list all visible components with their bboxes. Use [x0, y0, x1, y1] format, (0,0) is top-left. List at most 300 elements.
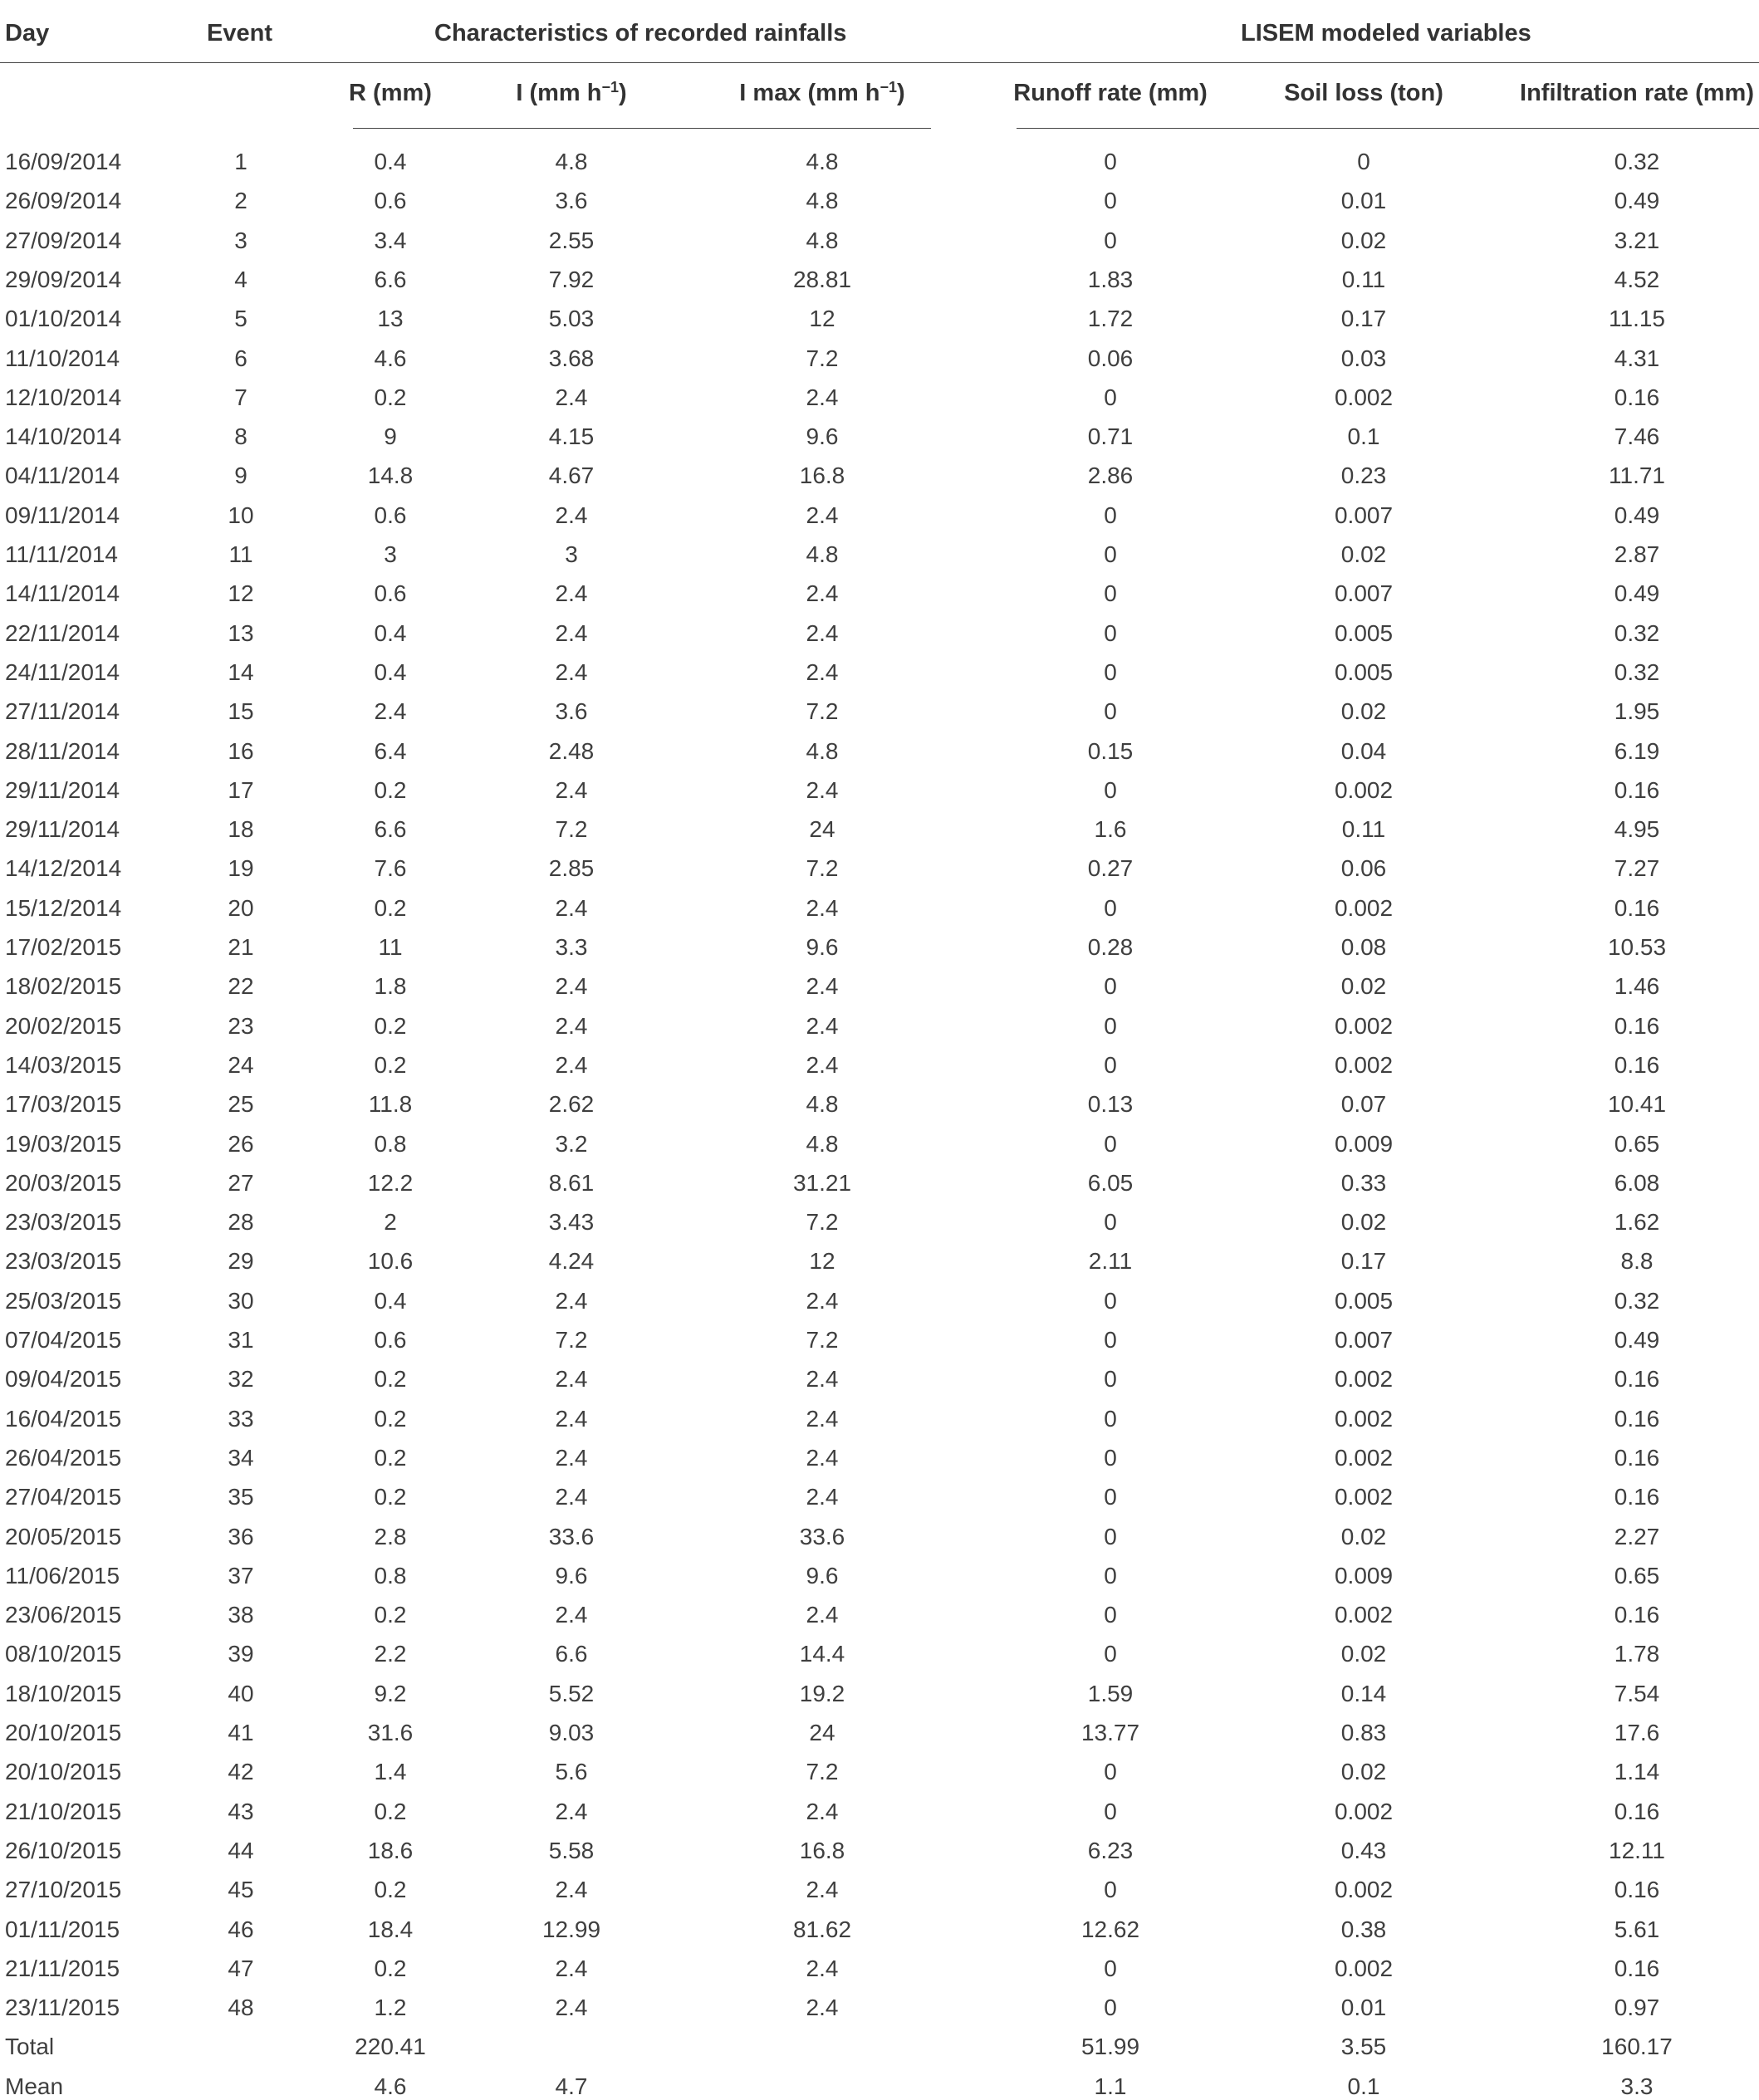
cell-i-text: 5.03 [548, 306, 595, 331]
cell-i-text: 2.4 [555, 1288, 588, 1314]
cell-runoff-text: 0.15 [1087, 738, 1134, 764]
cell-runoff-text: 0 [1104, 1799, 1117, 1824]
header-soil-text: Soil loss (ton) [1284, 80, 1443, 106]
cell-event-text: 35 [228, 1484, 254, 1510]
cell-soil-text: 0.14 [1340, 1681, 1387, 1706]
cell-runoff-text: 1.72 [1087, 306, 1134, 331]
cell-i-text: 2.4 [555, 1445, 588, 1471]
cell-runoff-text: 0 [1104, 1327, 1117, 1353]
cell-day: 11/06/2015 [5, 1563, 120, 1588]
cell-soil-text: 0.007 [1334, 580, 1394, 606]
cell-infil-text: 0.16 [1614, 384, 1660, 410]
cell-infil-text: 1.95 [1614, 698, 1660, 724]
cell-soil-text: 0.005 [1334, 659, 1394, 685]
cell-r-text: 6.6 [374, 267, 407, 292]
cell-i-text: 3.6 [555, 188, 588, 213]
cell-runoff-text: 0.06 [1087, 345, 1134, 371]
cell-soil-text: 0.43 [1340, 1838, 1387, 1863]
cell-i-text: 2.4 [555, 1052, 588, 1078]
cell-infil-text: 0.49 [1614, 580, 1660, 606]
cell-r-text: 31.6 [367, 1720, 414, 1745]
cell-runoff-text: 0 [1104, 228, 1117, 253]
cell-soil-text: 0.11 [1341, 267, 1386, 292]
cell-i-text: 2.55 [548, 228, 595, 253]
cell-imax-text: 24 [809, 1720, 835, 1745]
cell-event-text: 5 [234, 306, 247, 331]
cell-i-text: 5.6 [555, 1759, 588, 1784]
header-group-lisem: LISEM modeled variables [1241, 20, 1531, 47]
cell-soil-text: 0.002 [1334, 1799, 1394, 1824]
cell-i-text: 4.67 [548, 463, 595, 488]
cell-infil-text: 1.62 [1614, 1209, 1660, 1235]
cell-imax-text: 2.4 [806, 973, 839, 999]
cell-soil-text: 0.83 [1340, 1720, 1387, 1745]
cell-imax-text: 24 [809, 816, 835, 842]
cell-soil-text: 0.02 [1340, 1524, 1387, 1549]
cell-i-text: 3.68 [548, 345, 595, 371]
cell-imax-text: 7.2 [806, 1209, 839, 1235]
cell-event-text: 20 [228, 895, 254, 921]
cell-day: 17/02/2015 [5, 934, 122, 960]
cell-imax-text: 12 [809, 306, 835, 331]
cell-runoff-text: 0 [1104, 541, 1117, 567]
cell-r-text: 0.2 [374, 1877, 407, 1902]
cell-i-text: 2.4 [555, 777, 588, 803]
cell-r-text: 0.2 [374, 1956, 407, 1981]
cell-infil-text: 11.15 [1609, 306, 1665, 331]
cell-i-text: 5.58 [548, 1838, 595, 1863]
cell-imax-text: 14.4 [799, 1641, 845, 1667]
cell-runoff-text: 0 [1104, 1956, 1117, 1981]
cell-soil-text: 0.005 [1334, 620, 1394, 646]
cell-r-text: 0.2 [374, 1366, 407, 1392]
cell-infil-text: 10.53 [1607, 934, 1667, 960]
cell-day: 20/10/2015 [5, 1720, 122, 1745]
cell-imax-text: 4.8 [806, 541, 839, 567]
cell-day: 20/05/2015 [5, 1524, 122, 1549]
cell-runoff-text: 0.13 [1087, 1091, 1134, 1117]
cell-runoff-text: 0 [1104, 384, 1117, 410]
cell-soil-text: 0.08 [1340, 934, 1387, 960]
cell-day: 29/09/2014 [5, 267, 122, 292]
cell-imax-text: 2.4 [806, 1484, 839, 1510]
cell-soil-text: 3.55 [1340, 2034, 1387, 2059]
cell-runoff-text: 0 [1104, 502, 1117, 528]
cell-infil-text: 0.49 [1614, 502, 1660, 528]
cell-i-text: 4.8 [555, 149, 588, 174]
cell-r-text: 2 [384, 1209, 397, 1235]
cell-event-text: 19 [228, 855, 254, 881]
cell-runoff-text: 0 [1104, 1484, 1117, 1510]
cell-infil-text: 0.16 [1614, 1799, 1660, 1824]
cell-day: 23/03/2015 [5, 1248, 122, 1274]
cell-day: 23/11/2015 [5, 1995, 120, 2020]
cell-runoff-text: 2.86 [1087, 463, 1134, 488]
cell-soil-text: 0.02 [1340, 1759, 1387, 1784]
cell-day: 28/11/2014 [5, 738, 120, 764]
cell-imax-text: 16.8 [799, 1838, 845, 1863]
cell-infil-text: 4.52 [1614, 267, 1660, 292]
cell-i-text: 2.4 [555, 1602, 588, 1628]
cell-i-text: 2.4 [555, 502, 588, 528]
cell-day: 19/03/2015 [5, 1131, 122, 1157]
cell-day: 12/10/2014 [5, 384, 122, 410]
cell-day: Total [5, 2034, 55, 2059]
cell-event-text: 30 [228, 1288, 254, 1314]
cell-i-text: 2.4 [555, 1995, 588, 2020]
cell-r-text: 0.6 [374, 580, 407, 606]
cell-infil-text: 8.8 [1620, 1248, 1654, 1274]
cell-i-text: 2.4 [555, 384, 588, 410]
cell-event-text: 11 [228, 541, 253, 567]
cell-i-text: 2.4 [555, 1406, 588, 1432]
cell-i-text: 2.4 [555, 1956, 588, 1981]
cell-r-text: 0.4 [374, 620, 407, 646]
cell-infil-text: 4.31 [1614, 345, 1660, 371]
cell-infil-text: 4.95 [1614, 816, 1660, 842]
cell-event-text: 31 [228, 1327, 254, 1353]
cell-imax-text: 2.4 [806, 580, 839, 606]
header-i-base: I (mm h [516, 80, 602, 106]
cell-infil-text: 0.16 [1614, 895, 1660, 921]
cell-soil-text: 0.002 [1334, 384, 1394, 410]
cell-soil-text: 0.11 [1341, 816, 1386, 842]
cell-i-text: 2.4 [555, 1799, 588, 1824]
cell-soil-text: 0.02 [1340, 973, 1387, 999]
cell-runoff-text: 0 [1104, 620, 1117, 646]
header-i-text [516, 81, 626, 105]
cell-event-text: 22 [228, 973, 254, 999]
cell-event-text: 15 [228, 698, 254, 724]
cell-r-text: 11.8 [368, 1091, 413, 1117]
header-imax-base: I max (mm h [739, 80, 880, 106]
cell-runoff-text: 0 [1104, 1602, 1117, 1628]
cell-i-text: 2.4 [555, 1877, 588, 1902]
cell-i-text: 2.4 [555, 1013, 588, 1039]
cell-infil-text: 10.41 [1607, 1091, 1667, 1117]
cell-r-text: 0.2 [374, 1484, 407, 1510]
cell-r-text: 7.6 [374, 855, 407, 881]
cell-i-text: 2.4 [555, 973, 588, 999]
cell-day: 14/12/2014 [5, 855, 122, 881]
cell-r-text: 1.8 [374, 973, 407, 999]
cell-i-text: 4.15 [548, 423, 595, 449]
cell-infil-text: 0.97 [1614, 1995, 1660, 2020]
header-group-rainfall: Characteristics of recorded rainfalls [434, 20, 847, 47]
cell-i-text: 7.2 [555, 1327, 588, 1353]
cell-infil-text: 2.27 [1614, 1524, 1660, 1549]
cell-infil-text: 5.61 [1614, 1916, 1660, 1942]
cell-runoff-text: 1.6 [1094, 816, 1127, 842]
cell-runoff-text: 2.11 [1088, 1248, 1133, 1274]
cell-runoff-text: 0 [1104, 1209, 1117, 1235]
cell-runoff-text: 12.62 [1080, 1916, 1140, 1942]
cell-soil-text: 0.03 [1340, 345, 1387, 371]
cell-event-text: 38 [228, 1602, 254, 1628]
cell-runoff-text: 0 [1104, 1759, 1117, 1784]
cell-infil-text: 0.16 [1614, 1406, 1660, 1432]
cell-event-text: 12 [228, 580, 254, 606]
cell-runoff-text: 1.59 [1087, 1681, 1134, 1706]
cell-infil-text: 1.46 [1614, 973, 1660, 999]
cell-i-text: 9.6 [555, 1563, 588, 1588]
cell-imax-text: 4.8 [806, 1131, 839, 1157]
cell-runoff-text: 0 [1104, 580, 1117, 606]
cell-runoff-text: 0 [1104, 659, 1117, 685]
cell-infil-text: 17.6 [1614, 1720, 1660, 1745]
cell-r-text: 6.6 [374, 816, 407, 842]
cell-r-text: 0.6 [374, 1327, 407, 1353]
cell-r-text: 0.2 [374, 1799, 407, 1824]
cell-infil-text: 0.32 [1614, 149, 1660, 174]
cell-soil-text: 0.002 [1334, 1956, 1394, 1981]
cell-i-text: 2.4 [555, 659, 588, 685]
cell-event-text: 24 [228, 1052, 254, 1078]
cell-day: 16/04/2015 [5, 1406, 122, 1432]
cell-day: 27/11/2014 [5, 698, 120, 724]
cell-day: 16/09/2014 [5, 149, 122, 174]
cell-event-text: 3 [234, 228, 247, 253]
cell-r-text: 0.4 [374, 659, 407, 685]
cell-imax-text: 2.4 [806, 1956, 839, 1981]
cell-day: 24/11/2014 [5, 659, 120, 685]
cell-infil-text: 0.65 [1614, 1563, 1660, 1588]
cell-day: 14/11/2014 [5, 580, 120, 606]
cell-soil-text: 0.002 [1334, 1877, 1394, 1902]
cell-event-text: 7 [234, 384, 247, 410]
cell-event-text: 33 [228, 1406, 254, 1432]
cell-event-text: 23 [228, 1013, 254, 1039]
cell-soil-text: 0.02 [1340, 1641, 1387, 1667]
cell-r-text: 2.4 [374, 698, 407, 724]
cell-soil-text: 0.002 [1334, 1445, 1394, 1471]
cell-i-text: 2.4 [555, 895, 588, 921]
header-day: Day [5, 20, 50, 47]
cell-imax-text: 2.4 [806, 1013, 839, 1039]
cell-day: 29/11/2014 [5, 777, 120, 803]
cell-i-text: 7.2 [555, 816, 588, 842]
cell-r-text: 0.2 [374, 1406, 407, 1432]
cell-day: 27/10/2015 [5, 1877, 122, 1902]
cell-day: 07/04/2015 [5, 1327, 122, 1353]
cell-day: 29/11/2014 [5, 816, 120, 842]
cell-soil-text: 0.01 [1340, 188, 1387, 213]
cell-r-text: 10.6 [367, 1248, 414, 1274]
cell-day: Mean [5, 2073, 64, 2099]
cell-day: 04/11/2014 [5, 463, 120, 488]
cell-infil-text: 0.32 [1614, 659, 1660, 685]
cell-r-text: 0.2 [374, 1445, 407, 1471]
header-i-sup: −1 [601, 79, 619, 95]
cell-infil-text: 0.16 [1614, 1445, 1660, 1471]
header-event: Event [207, 20, 272, 47]
cell-r-text: 0.6 [374, 502, 407, 528]
cell-runoff-text: 51.99 [1080, 2034, 1140, 2059]
cell-infil-text: 3.21 [1614, 228, 1660, 253]
cell-runoff-text: 1.83 [1087, 267, 1134, 292]
cell-event-text: 28 [228, 1209, 254, 1235]
cell-infil-text: 2.87 [1614, 541, 1660, 567]
cell-r-text: 220.41 [355, 2034, 426, 2059]
cell-imax-text: 2.4 [806, 1288, 839, 1314]
cell-day: 09/04/2015 [5, 1366, 122, 1392]
cell-event-text: 45 [228, 1877, 254, 1902]
cell-imax-text: 9.6 [806, 934, 839, 960]
cell-soil-text: 0.002 [1334, 895, 1394, 921]
cell-imax-text: 31.21 [792, 1170, 852, 1196]
cell-i-text: 3.6 [555, 698, 588, 724]
cell-imax-text: 9.6 [806, 1563, 839, 1588]
cell-imax-text: 7.2 [806, 698, 839, 724]
header-imax-close: ) [897, 80, 905, 106]
cell-i-text: 33.6 [548, 1524, 595, 1549]
cell-i-text: 3 [565, 541, 578, 567]
cell-i-text: 2.4 [555, 620, 588, 646]
cell-day: 26/04/2015 [5, 1445, 122, 1471]
cell-i-text: 12.99 [541, 1916, 601, 1942]
cell-imax-text: 28.81 [792, 267, 852, 292]
cell-event-text: 34 [228, 1445, 254, 1471]
cell-event-text: 25 [228, 1091, 254, 1117]
cell-soil-text: 0.02 [1340, 698, 1387, 724]
cell-r-text: 2.8 [374, 1524, 407, 1549]
cell-runoff-text: 0 [1104, 1131, 1117, 1157]
cell-day: 20/03/2015 [5, 1170, 122, 1196]
cell-event-text: 39 [228, 1641, 254, 1667]
cell-runoff-text: 0 [1104, 1563, 1117, 1588]
cell-day: 22/11/2014 [5, 620, 120, 646]
cell-r-text: 3 [384, 541, 397, 567]
cell-day: 01/11/2015 [5, 1916, 120, 1942]
cell-event-text: 26 [228, 1131, 254, 1157]
cell-day: 18/10/2015 [5, 1681, 122, 1706]
cell-r-text: 1.2 [374, 1995, 407, 2020]
cell-runoff-text: 0 [1104, 1524, 1117, 1549]
cell-day: 26/09/2014 [5, 188, 122, 213]
cell-infil-text: 0.16 [1614, 1052, 1660, 1078]
cell-runoff-text: 0.71 [1087, 423, 1134, 449]
cell-r-text: 1.4 [374, 1759, 407, 1784]
cell-soil-text: 0.02 [1340, 541, 1387, 567]
cell-day: 15/12/2014 [5, 895, 122, 921]
cell-r-text: 3.4 [374, 228, 407, 253]
cell-infil-text: 0.16 [1614, 1013, 1660, 1039]
cell-day: 23/06/2015 [5, 1602, 122, 1628]
cell-infil-text: 7.27 [1614, 855, 1660, 881]
cell-runoff-text: 0 [1104, 1995, 1117, 2020]
cell-event-text: 47 [228, 1956, 254, 1981]
header-imax-sup: −1 [880, 79, 898, 95]
cell-event-text: 9 [234, 463, 247, 488]
cell-event-text: 36 [228, 1524, 254, 1549]
cell-i-text: 3.3 [555, 934, 588, 960]
cell-i-text: 8.61 [548, 1170, 595, 1196]
cell-runoff-text: 0 [1104, 1877, 1117, 1902]
cell-soil-text: 0.07 [1340, 1091, 1387, 1117]
cell-soil-text: 0.002 [1334, 1406, 1394, 1432]
cell-soil-text: 0.02 [1340, 1209, 1387, 1235]
cell-day: 01/10/2014 [5, 306, 122, 331]
cell-infil-text: 0.49 [1614, 188, 1660, 213]
cell-i-text: 3.2 [555, 1131, 588, 1157]
cell-i-text: 6.6 [555, 1641, 588, 1667]
cell-i-text: 3.43 [548, 1209, 595, 1235]
cell-soil-text: 0 [1357, 149, 1370, 174]
cell-imax-text: 2.4 [806, 1995, 839, 2020]
cell-r-text: 0.2 [374, 1602, 407, 1628]
cell-imax-text: 7.2 [806, 855, 839, 881]
cell-event-text: 17 [228, 777, 254, 803]
cell-day: 26/10/2015 [5, 1838, 122, 1863]
cell-soil-text: 0.002 [1334, 1602, 1394, 1628]
cell-infil-text: 0.65 [1614, 1131, 1660, 1157]
cell-runoff-text: 0 [1104, 1288, 1117, 1314]
cell-imax-text: 16.8 [799, 463, 845, 488]
cell-day: 20/10/2015 [5, 1759, 122, 1784]
cell-soil-text: 0.17 [1340, 306, 1387, 331]
cell-infil-text: 1.78 [1614, 1641, 1660, 1667]
cell-imax-text: 2.4 [806, 1406, 839, 1432]
cell-runoff-text: 0 [1104, 698, 1117, 724]
cell-r-text: 0.6 [374, 188, 407, 213]
cell-soil-text: 0.009 [1334, 1563, 1394, 1588]
cell-event-text: 14 [228, 659, 254, 685]
cell-imax-text: 2.4 [806, 1602, 839, 1628]
cell-day: 20/02/2015 [5, 1013, 122, 1039]
cell-soil-text: 0.1 [1347, 423, 1380, 449]
cell-infil-text: 160.17 [1601, 2034, 1673, 2059]
cell-imax-text: 2.4 [806, 777, 839, 803]
cell-infil-text: 0.16 [1614, 1602, 1660, 1628]
cell-soil-text: 0.002 [1334, 1366, 1394, 1392]
cell-infil-text: 6.19 [1614, 738, 1660, 764]
cell-runoff-text: 0 [1104, 1641, 1117, 1667]
cell-imax-text: 81.62 [792, 1916, 852, 1942]
cell-infil-text: 0.16 [1614, 777, 1660, 803]
header-i-close: ) [618, 80, 627, 106]
cell-imax-text: 2.4 [806, 1445, 839, 1471]
cell-infil-text: 11.71 [1609, 463, 1665, 488]
cell-i-text: 2.4 [555, 580, 588, 606]
cell-r-text: 0.2 [374, 777, 407, 803]
cell-imax-text: 7.2 [806, 1327, 839, 1353]
cell-runoff-text: 0 [1104, 777, 1117, 803]
cell-imax-text: 4.8 [806, 738, 839, 764]
cell-r-text: 14.8 [367, 463, 414, 488]
cell-soil-text: 0.007 [1334, 502, 1394, 528]
cell-event-text: 13 [228, 620, 254, 646]
cell-runoff-text: 6.05 [1087, 1170, 1134, 1196]
cell-day: 25/03/2015 [5, 1288, 122, 1314]
cell-event-text: 8 [234, 423, 247, 449]
header-rule-top [0, 62, 1759, 63]
cell-infil-text: 6.08 [1614, 1170, 1660, 1196]
cell-runoff-text: 0 [1104, 1445, 1117, 1471]
cell-infil-text: 3.3 [1620, 2073, 1654, 2099]
cell-soil-text: 0.002 [1334, 777, 1394, 803]
cell-day: 21/10/2015 [5, 1799, 122, 1824]
cell-soil-text: 0.02 [1340, 228, 1387, 253]
cell-imax-text: 2.4 [806, 1052, 839, 1078]
header-infil-text: Infiltration rate (mm) [1520, 80, 1754, 106]
cell-r-text: 0.4 [374, 1288, 407, 1314]
cell-event-text: 16 [228, 738, 254, 764]
cell-event-text: 41 [228, 1720, 254, 1745]
cell-runoff-text: 0 [1104, 149, 1117, 174]
cell-event-text: 46 [228, 1916, 254, 1942]
cell-i-text: 2.4 [555, 1366, 588, 1392]
cell-runoff-text: 0 [1104, 1052, 1117, 1078]
